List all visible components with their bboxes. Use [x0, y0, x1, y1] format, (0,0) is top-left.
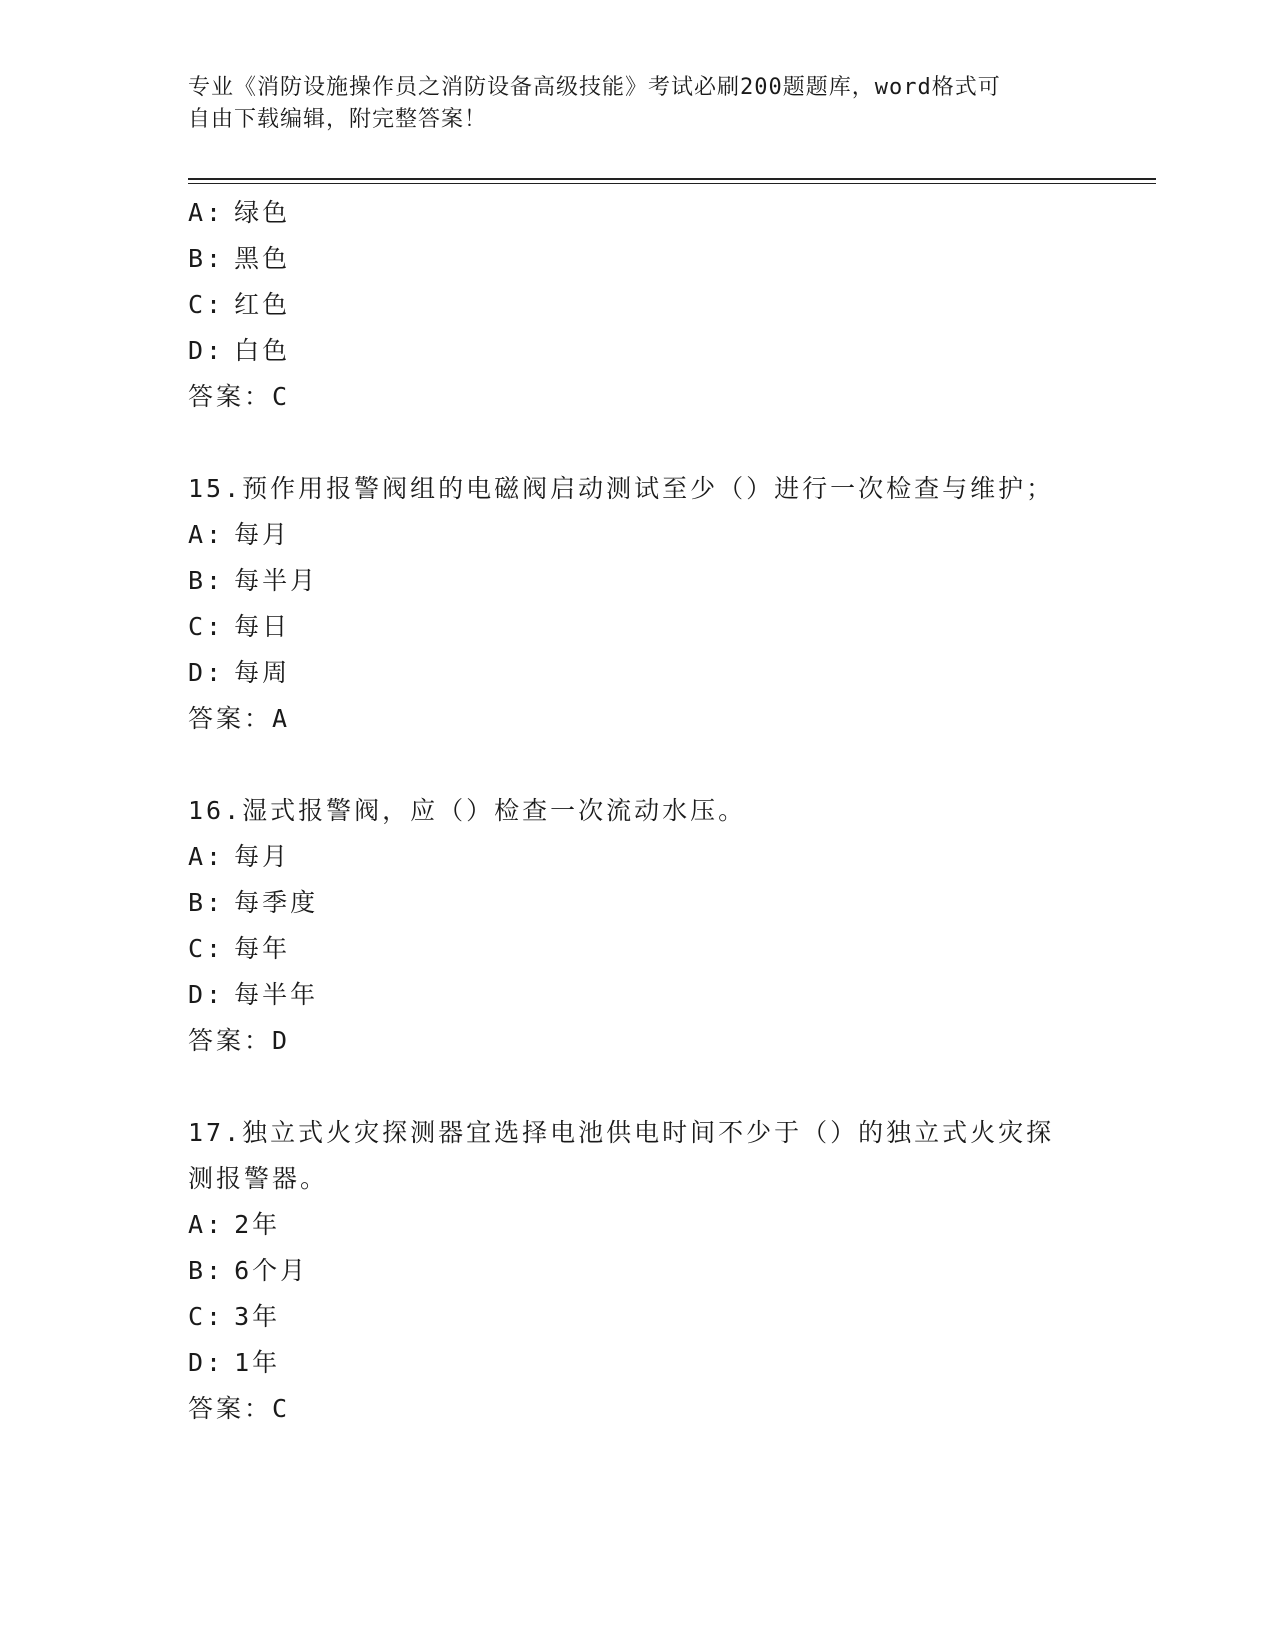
- option-text: 每季度: [234, 888, 319, 917]
- option-text: 黑色: [234, 244, 291, 273]
- option-d: [188, 972, 1148, 1018]
- option-letter: C:: [188, 290, 225, 319]
- question-list: [188, 190, 1148, 1432]
- answer-label: 答案：: [188, 382, 273, 411]
- answer-value: C: [272, 1394, 291, 1423]
- option-letter: A:: [188, 842, 225, 871]
- option-letter: C:: [188, 1302, 225, 1331]
- option-letter: A:: [188, 1210, 225, 1239]
- option-text: 每日: [234, 612, 291, 641]
- option-text: 2年: [234, 1210, 281, 1239]
- option-letter: D:: [188, 1348, 225, 1377]
- option-b: [188, 880, 1148, 926]
- answer-line: [188, 696, 1148, 742]
- option-letter: D:: [188, 658, 225, 687]
- answer-label: 答案：: [188, 704, 273, 733]
- option-text: 6个月: [234, 1256, 309, 1285]
- option-letter: A:: [188, 520, 225, 549]
- option-a: [188, 190, 1148, 236]
- option-a: [188, 834, 1148, 880]
- page-header: [188, 72, 1088, 136]
- spacer: [188, 742, 1148, 788]
- option-d: [188, 650, 1148, 696]
- option-text: 白色: [234, 336, 291, 365]
- option-letter: B:: [188, 1256, 225, 1285]
- option-c: [188, 604, 1148, 650]
- option-letter: C:: [188, 934, 225, 963]
- option-a: [188, 512, 1148, 558]
- option-text: 每年: [234, 934, 291, 963]
- spacer: [188, 1064, 1148, 1110]
- answer-value: D: [272, 1026, 291, 1055]
- option-text: 1年: [234, 1348, 281, 1377]
- header-divider-bottom: [188, 183, 1156, 184]
- option-text: 3年: [234, 1302, 281, 1331]
- option-b: [188, 558, 1148, 604]
- option-text: 红色: [234, 290, 291, 319]
- option-text: 每周: [234, 658, 291, 687]
- answer-line: [188, 1018, 1148, 1064]
- question-16-block: [188, 788, 1148, 1064]
- option-text: 每半月: [234, 566, 319, 595]
- option-d: [188, 1340, 1148, 1386]
- question-text: 16.湿式报警阀，应（）检查一次流动水压。: [188, 796, 747, 825]
- header-divider-top: [188, 178, 1156, 180]
- question-17-block: [188, 1110, 1148, 1432]
- question-15-block: [188, 466, 1148, 742]
- option-letter: D:: [188, 336, 225, 365]
- option-letter: D:: [188, 980, 225, 1009]
- question-text: 17.独立式火灾探测器宜选择电池供电时间不少于（）的独立式火灾探测报警器。: [188, 1118, 1055, 1193]
- option-letter: A:: [188, 198, 225, 227]
- option-a: [188, 1202, 1148, 1248]
- option-text: 绿色: [234, 198, 291, 227]
- answer-line: [188, 374, 1148, 420]
- question-text: 15.预作用报警阀组的电磁阀启动测试至少（）进行一次检查与维护；: [188, 474, 1055, 503]
- option-c: [188, 926, 1148, 972]
- option-c: [188, 1294, 1148, 1340]
- option-letter: B:: [188, 888, 225, 917]
- answer-value: C: [272, 382, 291, 411]
- option-letter: B:: [188, 244, 225, 273]
- answer-line: [188, 1386, 1148, 1432]
- header-title-line-2: 自由下载编辑，附完整答案！: [188, 107, 488, 132]
- option-d: [188, 328, 1148, 374]
- option-c: [188, 282, 1148, 328]
- spacer: [188, 420, 1148, 466]
- answer-label: 答案：: [188, 1394, 273, 1423]
- option-b: [188, 236, 1148, 282]
- option-text: 每月: [234, 842, 291, 871]
- answer-value: A: [272, 704, 291, 733]
- option-letter: B:: [188, 566, 225, 595]
- option-letter: C:: [188, 612, 225, 641]
- option-b: [188, 1248, 1148, 1294]
- option-text: 每半年: [234, 980, 319, 1009]
- option-text: 每月: [234, 520, 291, 549]
- answer-label: 答案：: [188, 1026, 273, 1055]
- header-title-line-1: 专业《消防设施操作员之消防设备高级技能》考试必刷200题题库，word格式可: [188, 75, 1001, 100]
- question-14-block: [188, 190, 1148, 420]
